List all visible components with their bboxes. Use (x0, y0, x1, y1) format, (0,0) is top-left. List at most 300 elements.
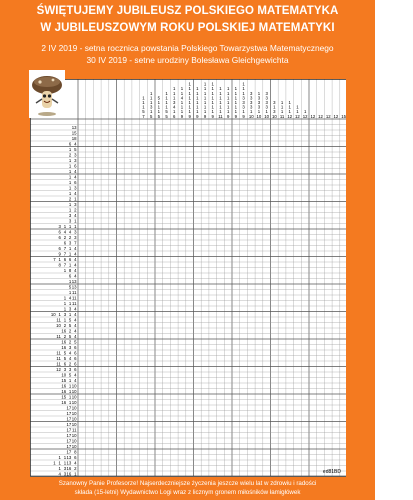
grid-cell[interactable] (294, 136, 302, 142)
grid-cell[interactable] (332, 268, 340, 274)
grid-cell[interactable] (132, 356, 140, 362)
grid-cell[interactable] (278, 141, 286, 147)
grid-cell[interactable] (132, 383, 140, 389)
grid-cell[interactable] (317, 317, 325, 323)
grid-cell[interactable] (217, 262, 225, 268)
grid-cell[interactable] (86, 394, 94, 400)
grid-cell[interactable] (340, 306, 346, 312)
grid-cell[interactable] (155, 180, 163, 186)
grid-cell[interactable] (209, 185, 217, 191)
grid-cell[interactable] (93, 180, 101, 186)
grid-cell[interactable] (340, 191, 346, 197)
grid-cell[interactable] (117, 306, 125, 312)
grid-cell[interactable] (78, 284, 86, 290)
grid-cell[interactable] (117, 433, 125, 439)
grid-cell[interactable] (140, 240, 148, 246)
grid-cell[interactable] (286, 356, 294, 362)
grid-cell[interactable] (163, 119, 171, 125)
grid-cell[interactable] (170, 152, 178, 158)
grid-cell[interactable] (286, 449, 294, 455)
grid-cell[interactable] (286, 323, 294, 329)
grid-cell[interactable] (155, 455, 163, 461)
grid-cell[interactable] (194, 235, 202, 241)
grid-cell[interactable] (232, 433, 240, 439)
grid-cell[interactable] (170, 416, 178, 422)
grid-cell[interactable] (186, 202, 194, 208)
grid-cell[interactable] (170, 372, 178, 378)
grid-cell[interactable] (324, 125, 332, 131)
grid-cell[interactable] (186, 306, 194, 312)
grid-cell[interactable] (163, 174, 171, 180)
grid-cell[interactable] (271, 356, 279, 362)
grid-cell[interactable] (140, 378, 148, 384)
grid-cell[interactable] (109, 119, 117, 125)
grid-cell[interactable] (201, 202, 209, 208)
grid-cell[interactable] (78, 130, 86, 136)
grid-cell[interactable] (224, 268, 232, 274)
grid-cell[interactable] (155, 196, 163, 202)
grid-cell[interactable] (140, 213, 148, 219)
grid-cell[interactable] (340, 202, 346, 208)
grid-cell[interactable] (332, 213, 340, 219)
grid-cell[interactable] (271, 317, 279, 323)
grid-cell[interactable] (317, 207, 325, 213)
grid-cell[interactable] (209, 284, 217, 290)
grid-cell[interactable] (140, 361, 148, 367)
grid-cell[interactable] (178, 202, 186, 208)
grid-cell[interactable] (109, 224, 117, 230)
grid-cell[interactable] (209, 394, 217, 400)
grid-cell[interactable] (217, 240, 225, 246)
grid-cell[interactable] (309, 180, 317, 186)
grid-cell[interactable] (332, 400, 340, 406)
grid-cell[interactable] (186, 152, 194, 158)
grid-cell[interactable] (178, 141, 186, 147)
grid-cell[interactable] (247, 207, 255, 213)
grid-cell[interactable] (147, 240, 155, 246)
grid-cell[interactable] (255, 207, 263, 213)
grid-cell[interactable] (332, 174, 340, 180)
grid-cell[interactable] (340, 262, 346, 268)
grid-cell[interactable] (240, 257, 248, 263)
grid-cell[interactable] (340, 328, 346, 334)
grid-cell[interactable] (224, 306, 232, 312)
grid-cell[interactable] (124, 405, 132, 411)
grid-cell[interactable] (201, 361, 209, 367)
grid-cell[interactable] (155, 345, 163, 351)
grid-cell[interactable] (186, 455, 194, 461)
grid-cell[interactable] (324, 279, 332, 285)
grid-cell[interactable] (178, 416, 186, 422)
grid-cell[interactable] (224, 273, 232, 279)
grid-cell[interactable] (178, 466, 186, 472)
grid-cell[interactable] (178, 306, 186, 312)
grid-cell[interactable] (147, 136, 155, 142)
grid-cell[interactable] (132, 163, 140, 169)
grid-cell[interactable] (109, 273, 117, 279)
grid-cell[interactable] (294, 185, 302, 191)
grid-cell[interactable] (163, 295, 171, 301)
grid-cell[interactable] (86, 174, 94, 180)
grid-cell[interactable] (178, 251, 186, 257)
grid-cell[interactable] (255, 411, 263, 417)
grid-cell[interactable] (263, 433, 271, 439)
grid-cell[interactable] (86, 339, 94, 345)
grid-cell[interactable] (101, 152, 109, 158)
grid-cell[interactable] (147, 180, 155, 186)
grid-cell[interactable] (340, 438, 346, 444)
grid-cell[interactable] (140, 130, 148, 136)
grid-cell[interactable] (224, 400, 232, 406)
grid-cell[interactable] (124, 394, 132, 400)
grid-cell[interactable] (78, 229, 86, 235)
grid-cell[interactable] (170, 394, 178, 400)
grid-cell[interactable] (178, 389, 186, 395)
grid-cell[interactable] (86, 229, 94, 235)
grid-cell[interactable] (317, 257, 325, 263)
grid-cell[interactable] (155, 295, 163, 301)
grid-cell[interactable] (240, 295, 248, 301)
grid-cell[interactable] (286, 213, 294, 219)
grid-cell[interactable] (317, 224, 325, 230)
grid-cell[interactable] (124, 180, 132, 186)
grid-cell[interactable] (78, 449, 86, 455)
grid-cell[interactable] (178, 433, 186, 439)
grid-cell[interactable] (224, 471, 232, 477)
grid-cell[interactable] (186, 449, 194, 455)
grid-cell[interactable] (93, 460, 101, 466)
grid-cell[interactable] (93, 257, 101, 263)
grid-cell[interactable] (263, 246, 271, 252)
grid-cell[interactable] (109, 372, 117, 378)
grid-cell[interactable] (278, 163, 286, 169)
grid-cell[interactable] (101, 246, 109, 252)
grid-cell[interactable] (286, 416, 294, 422)
grid-cell[interactable] (309, 224, 317, 230)
grid-cell[interactable] (78, 191, 86, 197)
grid-cell[interactable] (140, 372, 148, 378)
grid-cell[interactable] (263, 295, 271, 301)
grid-cell[interactable] (294, 433, 302, 439)
grid-cell[interactable] (163, 262, 171, 268)
grid-cell[interactable] (278, 427, 286, 433)
grid-cell[interactable] (247, 235, 255, 241)
grid-cell[interactable] (178, 180, 186, 186)
grid-cell[interactable] (286, 471, 294, 477)
grid-cell[interactable] (294, 202, 302, 208)
grid-cell[interactable] (301, 438, 309, 444)
grid-cell[interactable] (117, 262, 125, 268)
grid-cell[interactable] (317, 323, 325, 329)
grid-cell[interactable] (263, 345, 271, 351)
grid-cell[interactable] (163, 224, 171, 230)
grid-cell[interactable] (155, 147, 163, 153)
grid-cell[interactable] (109, 449, 117, 455)
grid-cell[interactable] (240, 147, 248, 153)
grid-cell[interactable] (194, 257, 202, 263)
grid-cell[interactable] (117, 339, 125, 345)
grid-cell[interactable] (247, 268, 255, 274)
grid-cell[interactable] (170, 174, 178, 180)
grid-cell[interactable] (324, 251, 332, 257)
grid-cell[interactable] (278, 345, 286, 351)
grid-cell[interactable] (286, 180, 294, 186)
grid-cell[interactable] (309, 235, 317, 241)
grid-cell[interactable] (294, 455, 302, 461)
grid-cell[interactable] (309, 383, 317, 389)
grid-cell[interactable] (286, 147, 294, 153)
grid-cell[interactable] (109, 152, 117, 158)
grid-cell[interactable] (101, 466, 109, 472)
grid-cell[interactable] (101, 334, 109, 340)
grid-cell[interactable] (224, 345, 232, 351)
grid-cell[interactable] (124, 235, 132, 241)
grid-cell[interactable] (147, 251, 155, 257)
grid-cell[interactable] (255, 246, 263, 252)
grid-cell[interactable] (93, 449, 101, 455)
grid-cell[interactable] (224, 235, 232, 241)
grid-cell[interactable] (301, 136, 309, 142)
grid-cell[interactable] (140, 345, 148, 351)
grid-cell[interactable] (201, 257, 209, 263)
grid-cell[interactable] (247, 174, 255, 180)
grid-cell[interactable] (255, 449, 263, 455)
grid-cell[interactable] (109, 422, 117, 428)
grid-cell[interactable] (86, 235, 94, 241)
grid-cell[interactable] (217, 158, 225, 164)
grid-cell[interactable] (271, 130, 279, 136)
grid-cell[interactable] (86, 449, 94, 455)
grid-cell[interactable] (263, 317, 271, 323)
grid-cell[interactable] (163, 356, 171, 362)
grid-cell[interactable] (309, 196, 317, 202)
grid-cell[interactable] (132, 361, 140, 367)
grid-cell[interactable] (332, 356, 340, 362)
grid-cell[interactable] (132, 169, 140, 175)
grid-cell[interactable] (301, 295, 309, 301)
grid-cell[interactable] (332, 169, 340, 175)
grid-cell[interactable] (209, 273, 217, 279)
grid-cell[interactable] (209, 449, 217, 455)
grid-cell[interactable] (332, 196, 340, 202)
grid-cell[interactable] (332, 235, 340, 241)
grid-cell[interactable] (201, 389, 209, 395)
grid-cell[interactable] (194, 460, 202, 466)
grid-cell[interactable] (178, 312, 186, 318)
grid-cell[interactable] (209, 136, 217, 142)
grid-cell[interactable] (286, 411, 294, 417)
grid-cell[interactable] (240, 229, 248, 235)
grid-cell[interactable] (124, 136, 132, 142)
grid-cell[interactable] (301, 240, 309, 246)
grid-cell[interactable] (209, 279, 217, 285)
grid-cell[interactable] (194, 334, 202, 340)
grid-cell[interactable] (240, 356, 248, 362)
grid-cell[interactable] (109, 405, 117, 411)
grid-cell[interactable] (301, 246, 309, 252)
grid-cell[interactable] (232, 405, 240, 411)
grid-cell[interactable] (255, 460, 263, 466)
grid-cell[interactable] (278, 235, 286, 241)
grid-cell[interactable] (163, 438, 171, 444)
grid-cell[interactable] (309, 279, 317, 285)
grid-cell[interactable] (263, 361, 271, 367)
grid-cell[interactable] (201, 400, 209, 406)
grid-cell[interactable] (301, 466, 309, 472)
grid-cell[interactable] (340, 405, 346, 411)
grid-cell[interactable] (317, 202, 325, 208)
grid-cell[interactable] (332, 422, 340, 428)
grid-cell[interactable] (324, 301, 332, 307)
grid-cell[interactable] (101, 279, 109, 285)
grid-cell[interactable] (271, 218, 279, 224)
grid-cell[interactable] (201, 328, 209, 334)
grid-cell[interactable] (240, 416, 248, 422)
grid-cell[interactable] (247, 191, 255, 197)
grid-cell[interactable] (317, 356, 325, 362)
grid-cell[interactable] (224, 125, 232, 131)
grid-cell[interactable] (178, 317, 186, 323)
grid-cell[interactable] (217, 136, 225, 142)
grid-cell[interactable] (286, 438, 294, 444)
grid-cell[interactable] (278, 372, 286, 378)
grid-cell[interactable] (278, 224, 286, 230)
grid-cell[interactable] (101, 130, 109, 136)
grid-cell[interactable] (117, 301, 125, 307)
grid-cell[interactable] (240, 323, 248, 329)
grid-cell[interactable] (155, 323, 163, 329)
grid-cell[interactable] (93, 378, 101, 384)
grid-cell[interactable] (309, 213, 317, 219)
grid-cell[interactable] (163, 202, 171, 208)
grid-cell[interactable] (78, 383, 86, 389)
grid-cell[interactable] (224, 323, 232, 329)
grid-cell[interactable] (178, 383, 186, 389)
grid-cell[interactable] (194, 290, 202, 296)
grid-cell[interactable] (101, 306, 109, 312)
grid-cell[interactable] (147, 213, 155, 219)
grid-cell[interactable] (317, 295, 325, 301)
grid-cell[interactable] (232, 240, 240, 246)
grid-cell[interactable] (240, 119, 248, 125)
grid-cell[interactable] (232, 246, 240, 252)
grid-cell[interactable] (309, 268, 317, 274)
grid-cell[interactable] (255, 251, 263, 257)
grid-cell[interactable] (286, 136, 294, 142)
grid-cell[interactable] (278, 449, 286, 455)
grid-cell[interactable] (201, 218, 209, 224)
grid-cell[interactable] (255, 427, 263, 433)
grid-cell[interactable] (224, 279, 232, 285)
grid-cell[interactable] (86, 460, 94, 466)
grid-cell[interactable] (147, 301, 155, 307)
grid-cell[interactable] (286, 361, 294, 367)
grid-cell[interactable] (194, 356, 202, 362)
grid-cell[interactable] (232, 136, 240, 142)
grid-cell[interactable] (147, 174, 155, 180)
grid-cell[interactable] (217, 213, 225, 219)
grid-cell[interactable] (209, 218, 217, 224)
grid-cell[interactable] (224, 136, 232, 142)
grid-cell[interactable] (155, 257, 163, 263)
grid-cell[interactable] (332, 158, 340, 164)
grid-cell[interactable] (209, 235, 217, 241)
grid-cell[interactable] (332, 339, 340, 345)
grid-cell[interactable] (340, 372, 346, 378)
grid-cell[interactable] (147, 350, 155, 356)
grid-cell[interactable] (301, 268, 309, 274)
grid-cell[interactable] (178, 191, 186, 197)
grid-cell[interactable] (217, 185, 225, 191)
grid-cell[interactable] (232, 394, 240, 400)
grid-cell[interactable] (209, 328, 217, 334)
grid-cell[interactable] (101, 449, 109, 455)
grid-cell[interactable] (194, 378, 202, 384)
grid-cell[interactable] (109, 290, 117, 296)
grid-cell[interactable] (132, 334, 140, 340)
grid-cell[interactable] (124, 449, 132, 455)
grid-cell[interactable] (209, 455, 217, 461)
grid-cell[interactable] (124, 372, 132, 378)
grid-cell[interactable] (86, 405, 94, 411)
grid-cell[interactable] (240, 202, 248, 208)
grid-cell[interactable] (247, 400, 255, 406)
grid-cell[interactable] (309, 246, 317, 252)
grid-cell[interactable] (186, 169, 194, 175)
grid-cell[interactable] (332, 350, 340, 356)
grid-cell[interactable] (109, 246, 117, 252)
grid-cell[interactable] (317, 400, 325, 406)
grid-cell[interactable] (178, 284, 186, 290)
grid-cell[interactable] (255, 295, 263, 301)
grid-cell[interactable] (147, 196, 155, 202)
grid-cell[interactable] (124, 433, 132, 439)
grid-cell[interactable] (117, 163, 125, 169)
grid-cell[interactable] (301, 356, 309, 362)
grid-cell[interactable] (217, 163, 225, 169)
grid-cell[interactable] (255, 394, 263, 400)
grid-cell[interactable] (117, 350, 125, 356)
grid-cell[interactable] (101, 422, 109, 428)
grid-cell[interactable] (332, 152, 340, 158)
grid-cell[interactable] (117, 136, 125, 142)
grid-cell[interactable] (86, 438, 94, 444)
grid-cell[interactable] (178, 169, 186, 175)
grid-cell[interactable] (163, 196, 171, 202)
grid-cell[interactable] (140, 246, 148, 252)
grid-cell[interactable] (263, 466, 271, 472)
grid-cell[interactable] (155, 328, 163, 334)
grid-cell[interactable] (170, 433, 178, 439)
grid-cell[interactable] (124, 268, 132, 274)
grid-cell[interactable] (217, 400, 225, 406)
grid-cell[interactable] (170, 301, 178, 307)
grid-cell[interactable] (132, 202, 140, 208)
grid-cell[interactable] (294, 383, 302, 389)
grid-cell[interactable] (201, 246, 209, 252)
grid-cell[interactable] (178, 147, 186, 153)
grid-cell[interactable] (132, 427, 140, 433)
grid-cell[interactable] (201, 455, 209, 461)
grid-cell[interactable] (201, 213, 209, 219)
grid-cell[interactable] (255, 301, 263, 307)
grid-cell[interactable] (140, 411, 148, 417)
grid-cell[interactable] (201, 152, 209, 158)
grid-cell[interactable] (294, 356, 302, 362)
grid-cell[interactable] (271, 323, 279, 329)
grid-cell[interactable] (101, 273, 109, 279)
grid-cell[interactable] (271, 301, 279, 307)
